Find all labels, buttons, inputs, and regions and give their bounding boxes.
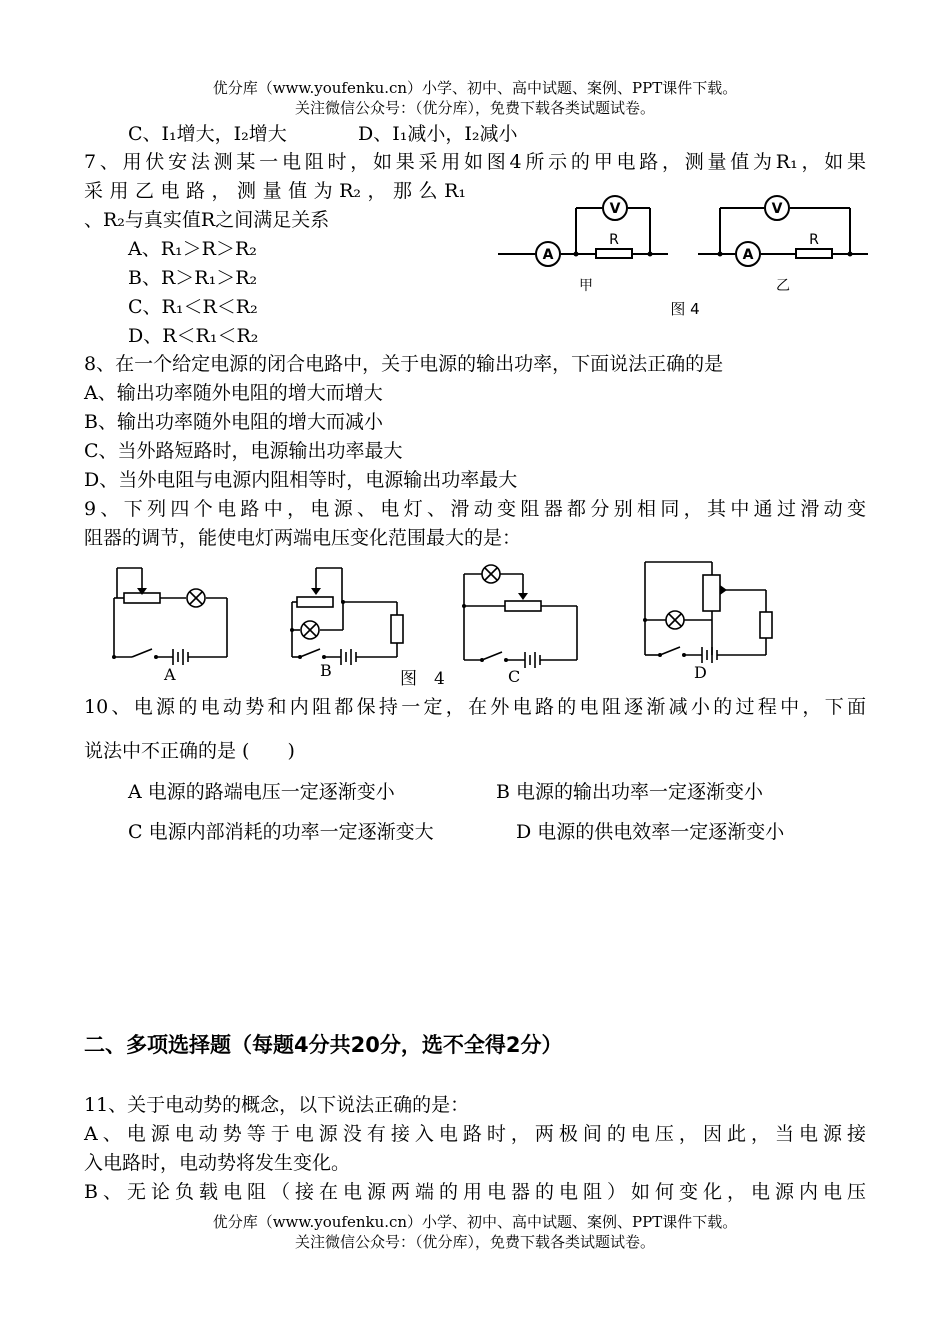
q8-option-b: B、输出功率随外电阻的增大而减小 [84,411,383,433]
header-line-1: 优分库（www.youfenku.cn）小学、初中、高中试题、案例、PPT课件下载。 [212,79,738,97]
q7-stem-line-2: 采用乙电路，测量值为R₂，那么R₁ [84,180,466,202]
q7-right-voltmeter-label: V [771,201,783,217]
q7-label-jia: 甲 [579,278,593,294]
q9-figure-caption: 图 4 [400,669,445,689]
q10-stem-line-2: 说法中不正确的是 ( ) [84,740,295,762]
q11-option-b-line-1: B、无论负载电阻（接在电源两端的用电器的电阻）如何变化，电源内电压 [84,1181,866,1203]
q9-stem-line-2: 阻器的调节，能使电灯两端电压变化范围最大的是： [84,527,522,549]
q6-option-d: D、I₁减小，I₂减小 [358,123,518,145]
q10-option-a: A 电源的路端电压一定逐渐变小 [128,781,395,803]
q9-label-a: A [164,665,176,684]
q9-label-d: D [694,663,707,682]
q10-option-c: C 电源内部消耗的功率一定逐渐变大 [128,821,434,843]
q7-right-resistor [796,249,832,258]
q10-option-b: B 电源的输出功率一定逐渐变小 [496,781,764,803]
q8-option-a: A、输出功率随外电阻的增大而增大 [84,382,383,404]
q10-option-d: D 电源的供电效率一定逐渐变小 [516,821,785,843]
q11-stem: 11、关于电动势的概念，以下说法正确的是： [84,1094,470,1116]
q7-left-ammeter-label: A [542,247,554,263]
q8-stem: 8、在一个给定电源的闭合电路中，关于电源的输出功率，下面说法正确的是 [84,353,724,375]
q7-right-voltmeter-icon [765,196,789,220]
q7-label-yi: 乙 [776,278,790,294]
q7-option-c: C、R₁＜R＜R₂ [128,296,258,318]
q7-option-b: B、R＞R₁＞R₂ [128,267,258,289]
q7-option-a: A、R₁＞R＞R₂ [128,238,257,260]
q7-left-voltmeter-label: V [609,201,621,217]
q7-figure-caption: 图 4 [670,300,700,318]
footer-line-1: 优分库（www.youfenku.cn）小学、初中、高中试题、案例、PPT课件下载。 [212,1213,738,1231]
q9-label-c: C [508,667,521,686]
header-line-2: 关注微信公众号：（优分库），免费下载各类试题试卷。 [294,99,655,117]
q7-stem-line-1: 7、用伏安法测某一电阻时，如果采用如图4所示的甲电路，测量值为R₁，如果 [84,151,866,173]
q7-option-d: D、R＜R₁＜R₂ [128,325,259,347]
q7-left-resistor [596,249,632,258]
q9-label-b: B [320,661,332,680]
footer-line-2: 关注微信公众号：（优分库），免费下载各类试题试卷。 [294,1233,655,1251]
q9-circuit-d [645,562,772,663]
q7-left-voltmeter-icon [603,196,627,220]
q11-option-a-line-1: A、电源电动势等于电源没有接入电路时，两极间的电压，因此，当电源接 [84,1123,866,1145]
q11-option-a-line-2: 入电路时，电动势将发生变化。 [84,1152,351,1174]
q7-figure-circuit [490,190,870,320]
q8-option-c: C、当外路短路时，电源输出功率最大 [84,440,403,462]
q8-option-d: D、当外电阻与电源内阻相等时，电源输出功率最大 [84,469,518,491]
q9-stem-line-1: 9、下列四个电路中，电源、电灯、滑动变阻器都分别相同，其中通过滑动变 [84,498,866,520]
q7-right-ammeter-label: A [742,247,754,263]
q9-circuit-a [114,568,227,665]
q7-left-resistor-label: R [609,232,619,248]
q7-right-ammeter-icon [736,242,760,266]
q10-stem-line-1: 10、电源的电动势和内阻都保持一定，在外电路的电阻逐渐减小的过程中，下面 [84,696,866,718]
section-2-title: 二、多项选择题（每题4分共20分，选不全得2分） [84,1033,563,1057]
q9-circuit-b [292,568,403,665]
q7-right-resistor-label: R [809,232,819,248]
q7-left-ammeter-icon [536,242,560,266]
q9-circuit-c [464,565,577,668]
q7-stem-line-3: 、R₂与真实值R之间满足关系 [84,209,330,231]
q6-option-c: C、I₁增大，I₂增大 [128,123,287,145]
